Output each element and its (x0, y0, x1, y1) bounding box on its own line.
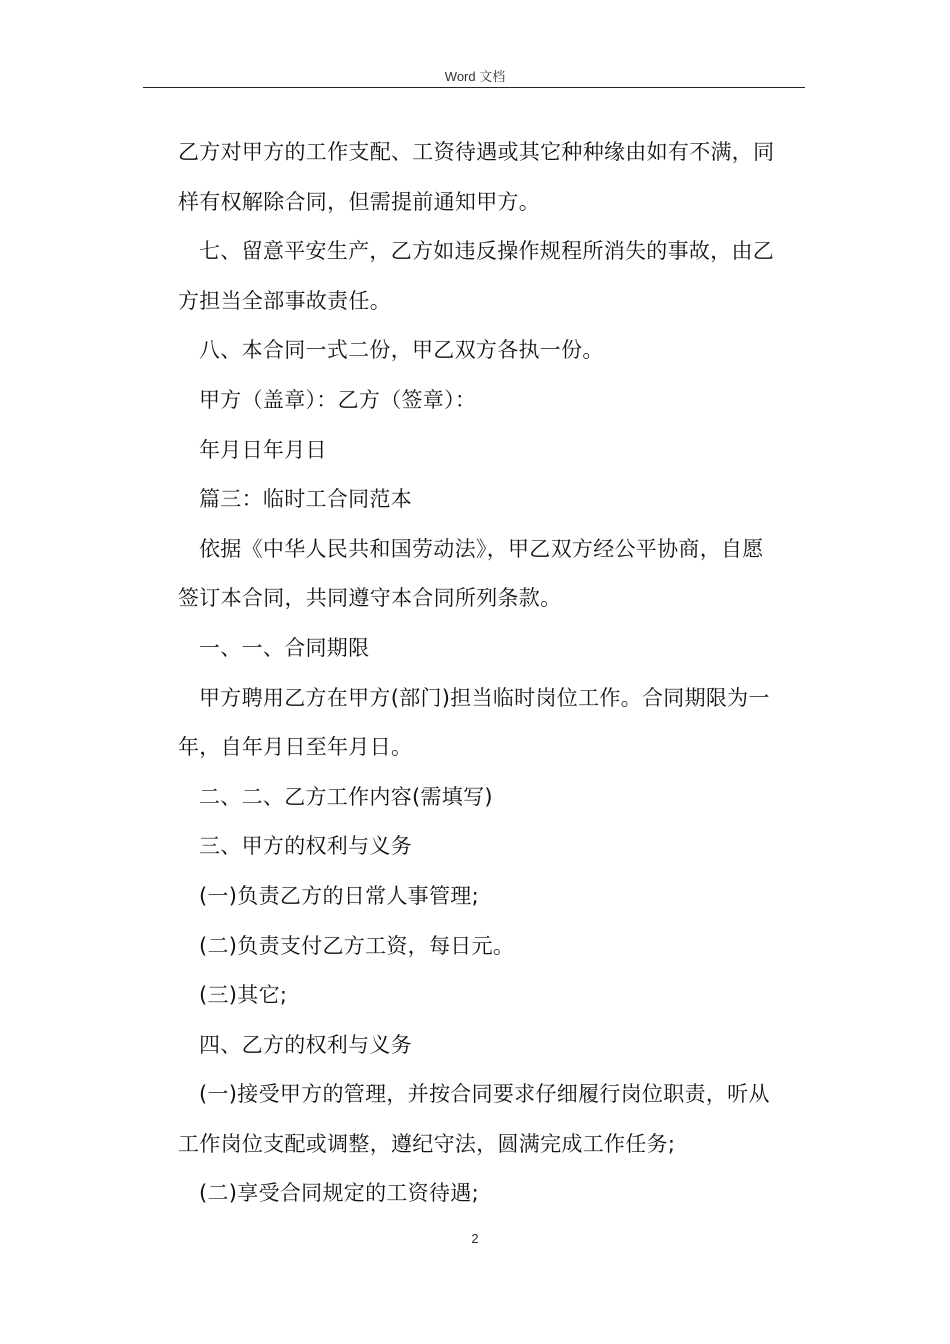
document-body (178, 128, 798, 1219)
text-line: 方担当全部事故责任。 (178, 288, 391, 313)
text-line: (三)其它; (199, 983, 288, 1008)
text-line: (一)负责乙方的日常人事管理; (199, 883, 479, 908)
text-line: 年月日年月日 (199, 437, 327, 462)
text-line: 七、留意平安生产，乙方如违反操作规程所消失的事故，由乙 (199, 239, 775, 264)
page-number: 2 (471, 1231, 479, 1246)
text-line: 工作岗位支配或调整，遵纪守法，圆满完成工作任务; (178, 1131, 676, 1156)
header-divider (143, 87, 805, 88)
clause-heading: 三、甲方的权利与义务 (199, 834, 412, 859)
page-header: Word 文档 (444, 69, 506, 84)
text-line: 甲方聘用乙方在甲方(部门)担当临时岗位工作。合同期限为一 (199, 685, 770, 710)
text-line: (二)负责支付乙方工资，每日元。 (199, 933, 515, 958)
clause-heading: 一、一、合同期限 (199, 635, 370, 660)
clause-heading: 二、二、乙方工作内容(需填写) (199, 784, 493, 809)
text-line: (二)享受合同规定的工资待遇; (199, 1181, 479, 1206)
text-line: 样有权解除合同，但需提前通知甲方。 (178, 189, 541, 214)
section-heading: 篇三：临时工合同范本 (199, 487, 412, 512)
text-line: 签订本合同，共同遵守本合同所列条款。 (178, 586, 562, 611)
text-line: 年，自年月日至年月日。 (178, 735, 413, 760)
text-line: 八、本合同一式二份，甲乙双方各执一份。 (199, 338, 604, 363)
text-line: 甲方（盖章）：乙方（签章）： (199, 387, 477, 412)
text-line: 乙方对甲方的工作支配、工资待遇或其它种种缘由如有不满，同 (178, 140, 775, 164)
text-line: 依据《中华人民共和国劳动法》，甲乙双方经公平协商，自愿 (199, 536, 764, 561)
clause-heading: 四、乙方的权利与义务 (199, 1032, 412, 1057)
text-line: (一)接受甲方的管理，并按合同要求仔细履行岗位职责，听从 (199, 1082, 770, 1107)
